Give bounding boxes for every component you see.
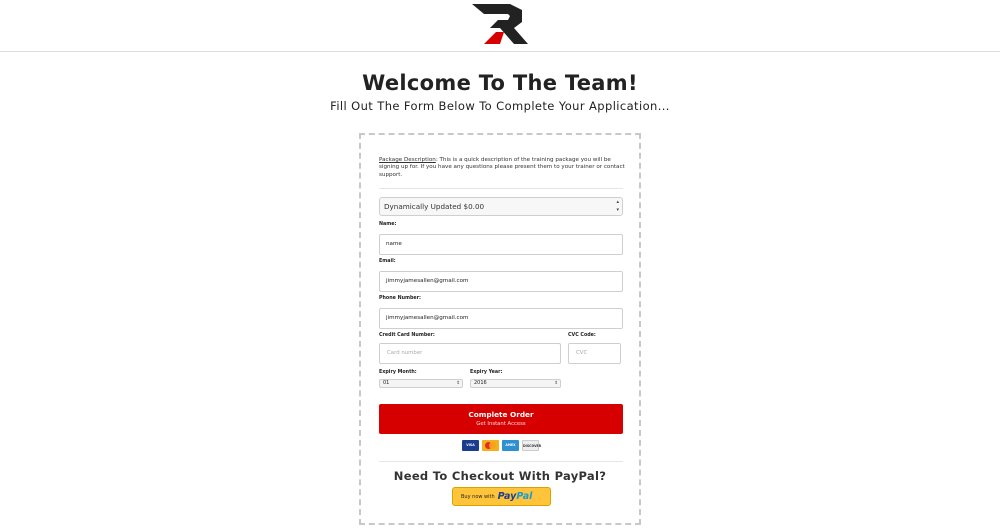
page-title: Welcome To The Team! (362, 71, 638, 95)
paypal-logo-icon: PayPal (497, 491, 533, 502)
page-subtitle: Fill Out The Form Below To Complete Your Application... (330, 99, 670, 113)
select-arrows-icon: ▴ ▾ (616, 199, 619, 213)
cvc-label: CVC Code: (568, 333, 596, 338)
package-select-value: Dynamically Updated $0.00 (384, 202, 485, 211)
credit-card-input[interactable]: Card number (379, 343, 561, 364)
mastercard-icon (482, 440, 499, 451)
package-description (379, 157, 625, 179)
expiry-month-label: Expiry Month: (379, 370, 417, 375)
complete-order-button[interactable] (379, 404, 623, 434)
expiry-year-select[interactable] (470, 379, 561, 388)
divider (379, 188, 623, 189)
cvc-input[interactable]: CVC (568, 343, 621, 364)
expiry-year-value: 2016 (474, 380, 487, 386)
expiry-month-value: 01 (383, 380, 390, 386)
instant-access-label: Get Instant Access (476, 421, 526, 427)
header (0, 0, 1000, 52)
r-logo-icon[interactable] (470, 2, 530, 46)
name-label: Name: (379, 222, 397, 227)
phone-input[interactable]: jimmyjamesallen@gmail.com (379, 308, 623, 329)
paypal-heading: Need To Checkout With PayPal? (393, 469, 607, 483)
visa-card-icon: VISA (462, 440, 479, 451)
package-description-text: : This is a quick description of the training package you will be signing up for. If you have any questions please present them to your trainer or contact support. (379, 157, 625, 178)
package-select[interactable] (379, 197, 623, 216)
amex-card-icon: AMEX (502, 440, 519, 451)
paypal-button[interactable] (452, 487, 551, 506)
checkout-form (359, 133, 641, 525)
complete-order-label: Complete Order (468, 410, 534, 419)
expiry-month-select[interactable] (379, 379, 463, 388)
payment-cards (462, 440, 542, 452)
email-label: Email: (379, 259, 396, 264)
divider (379, 461, 623, 462)
email-input[interactable]: jimmyjamesallen@gmail.com (379, 271, 623, 292)
name-input[interactable]: name (379, 234, 623, 255)
credit-card-label: Credit Card Number: (379, 333, 435, 338)
select-arrows-icon: ⇕ (456, 381, 460, 386)
expiry-year-label: Expiry Year: (470, 370, 503, 375)
package-description-label: Package Description (379, 157, 436, 163)
select-arrows-icon: ⇕ (554, 381, 558, 386)
paypal-button-prefix: Buy now with (461, 494, 495, 500)
discover-card-icon: DISCOVER (522, 440, 539, 451)
phone-label: Phone Number: (379, 296, 421, 301)
